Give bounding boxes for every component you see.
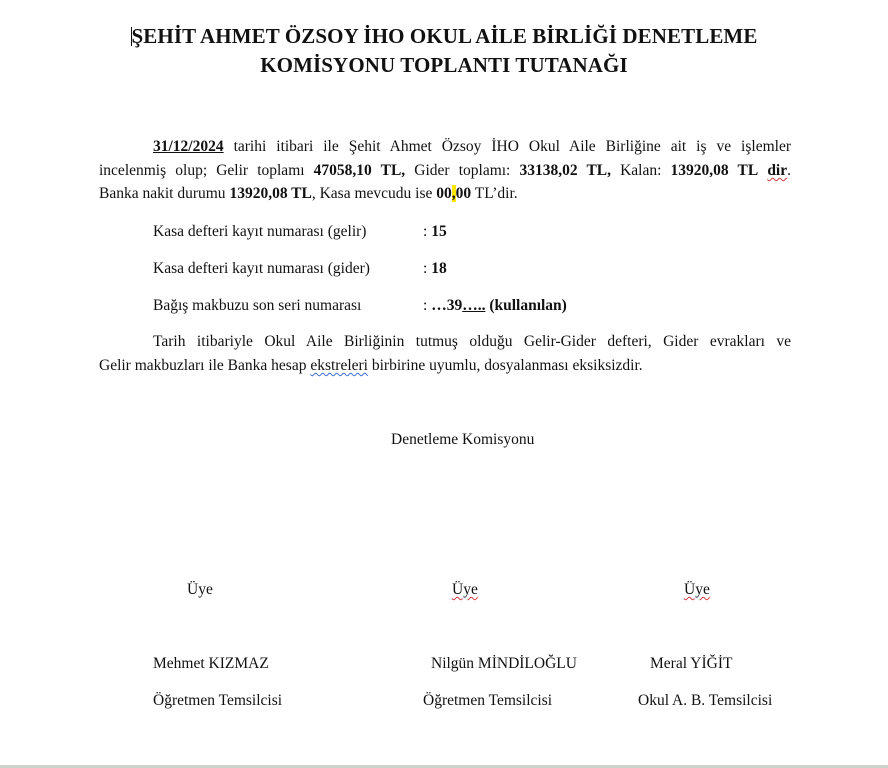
cash-amount-comma: , [451,185,456,202]
remaining-total: 13920,08 TL [670,162,759,179]
paragraph-2-line-2 [99,357,643,375]
donation-serial-suffix: (kullanılan) [485,297,567,314]
document-title-line-1 [0,24,888,49]
paragraph-2-text-a: Gelir makbuzları ile Banka hesap [99,357,311,374]
paragraph-1-line-3 [99,185,518,203]
paragraph-1-text-7: TL’dir. [471,185,518,202]
donation-serial-dots: ….. [462,297,486,314]
commission-heading: Denetleme Komisyonu [391,431,535,448]
remaining-suffix: dir [767,162,788,179]
member-3-title: Okul A. B. Temsilcisi [638,692,773,709]
record-colon: : [423,297,432,314]
record-colon: : [423,223,432,240]
record-colon: : [423,260,432,277]
paragraph-1-line-2 [99,162,791,180]
paragraph-1-text-3: Gider toplamı: [405,162,520,179]
title-text-1: ŞEHİT AHMET ÖZSOY İHO OKUL AİLE BİRLİĞİ DENETLEME [131,24,758,48]
income-total: 47058,10 TL, [313,162,406,179]
member-1-role: Üye [187,581,213,598]
bank-balance: 13920,08 TL [229,185,312,202]
expense-total: 33138,02 TL, [519,162,611,179]
record-value-donation [423,297,567,315]
paragraph-1-dot: . [787,162,791,179]
paragraph-1-text-6: , Kasa mevcudu ise [311,185,437,202]
paragraph-1-text-5: Banka nakit durumu [99,185,230,202]
donation-serial-number: …39 [431,297,463,314]
paragraph-2-text-c: birbirine uyumlu, dosyalanması eksiksizdir. [368,357,643,374]
paragraph-1-line-1 [153,138,791,156]
paragraph-1-text-2: incelenmiş olup; Gelir toplamı [99,162,314,179]
income-record-number: 15 [431,223,447,240]
record-label-expense: Kasa defteri kayıt numarası (gider) [153,260,370,277]
member-2-role: Üye [452,581,478,598]
record-label-donation: Bağış makbuzu son seri numarası [153,297,362,314]
member-3-name: Meral YİĞİT [650,655,733,672]
member-1-name: Mehmet KIZMAZ [153,655,269,672]
member-3-role: Üye [684,581,710,598]
record-value-income [423,223,447,241]
cash-amount-fraction: 00 [455,185,472,202]
record-label-income: Kasa defteri kayıt numarası (gelir) [153,223,367,240]
paragraph-1-text-4: Kalan: [611,162,671,179]
cash-amount-whole: 00 [436,185,452,202]
paragraph-2-line-1: Tarih itibariyle Okul Aile Birliğinin tutmuş olduğu Gelir-Gider defteri, Gider evrakları ve [153,333,791,350]
member-1-title: Öğretmen Temsilcisi [153,692,283,709]
document-title-line-2: KOMİSYONU TOPLANTI TUTANAĞI [260,53,628,77]
paragraph-2-text-b: ekstreleri [310,357,368,374]
report-date: 31/12/2024 [153,138,224,155]
member-2-title: Öğretmen Temsilcisi [423,692,553,709]
expense-record-number: 18 [431,260,447,277]
record-value-expense [423,260,447,278]
member-2-name: Nilgün MİNDİLOĞLU [431,655,577,672]
paragraph-1-text-1: tarihi itibari ile Şehit Ahmet Özsoy İHO Okul Aile Birliğine ait iş ve işlemler [223,138,791,155]
